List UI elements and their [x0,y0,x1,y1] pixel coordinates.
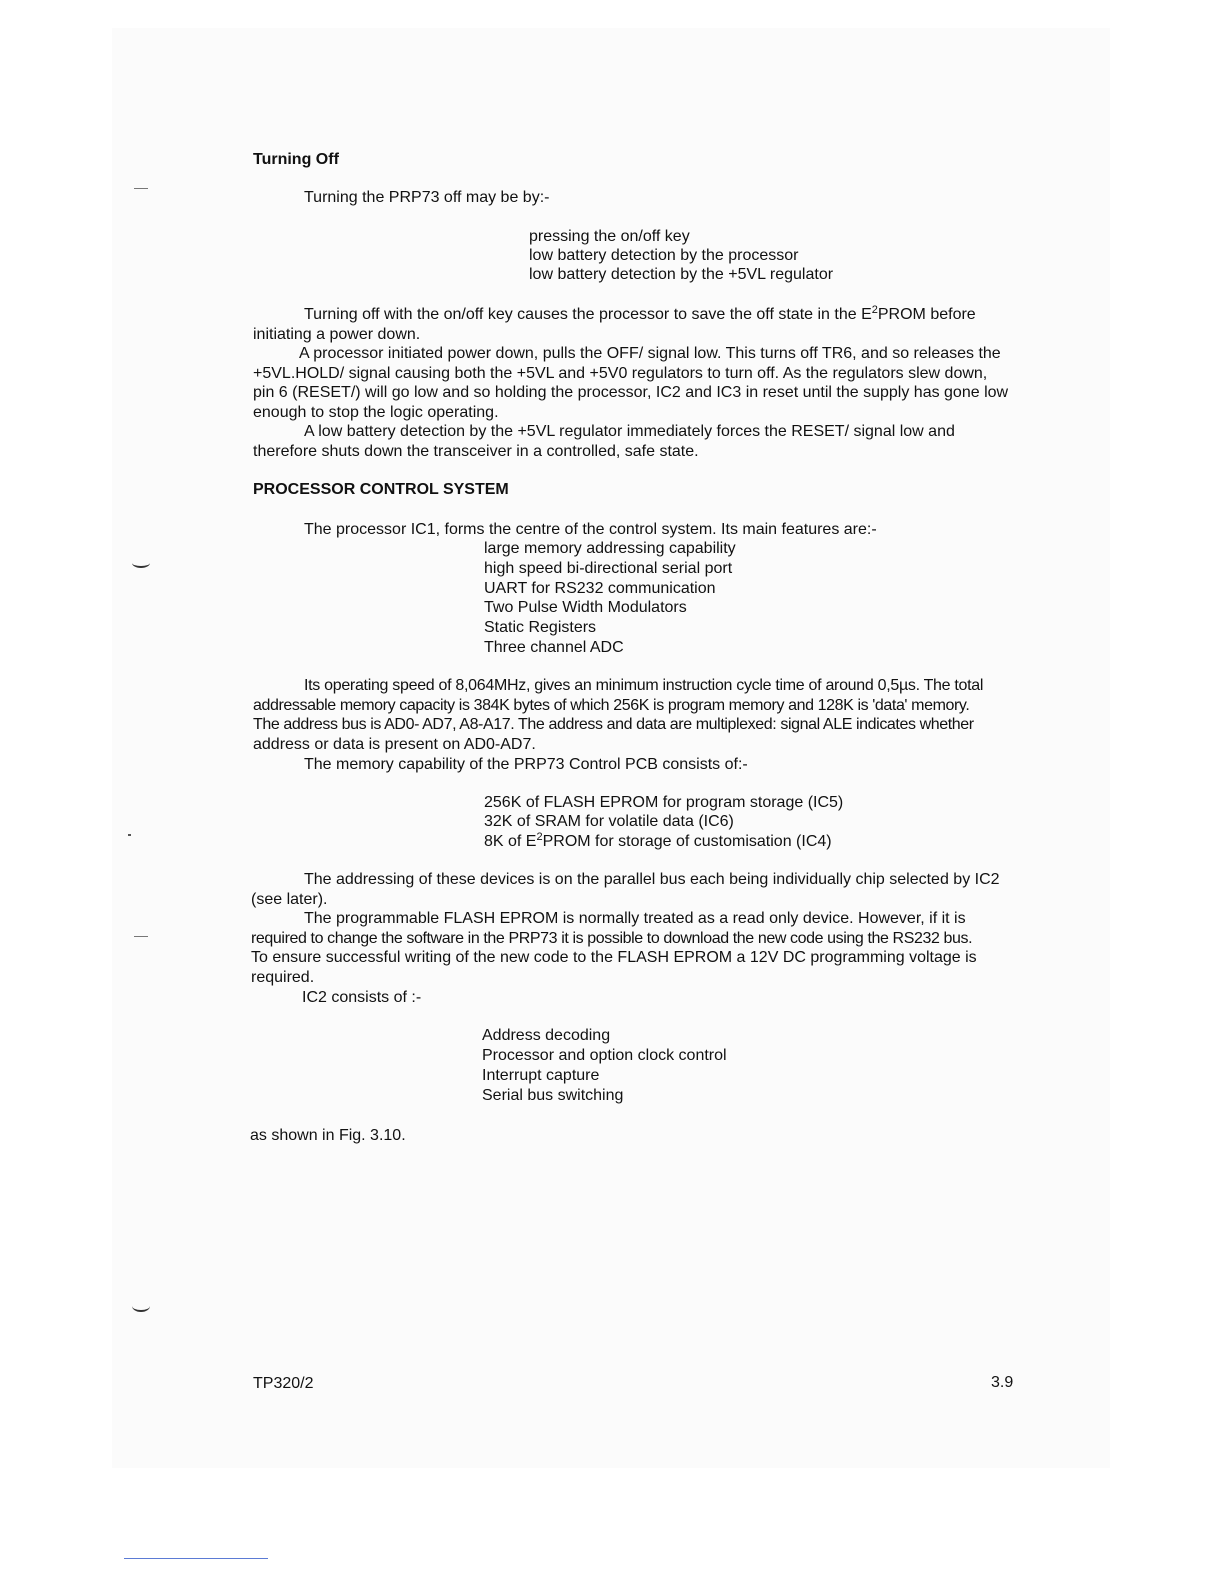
paragraph-line: To ensure successful writing of the new code to the FLASH EPROM a 12V DC programming voltage is [251,949,977,966]
paragraph-line: pin 6 (RESET/) will go low and so holding the processor, IC2 and IC3 in reset until the supply has gone low [253,384,1009,401]
text-span: 8K of E [484,833,537,850]
margin-mark [128,834,131,836]
paragraph-line: A processor initiated power down, pulls the OFF/ signal low. This turns off TR6, and so releases the [299,345,1001,362]
list-item: Serial bus switching [482,1087,624,1104]
list-item: Processor and option clock control [482,1047,727,1064]
footer-page-number: 3.9 [991,1374,1014,1391]
footer-document-code: TP320/2 [253,1375,314,1392]
paragraph-processor-intro: The processor IC1, forms the centre of the control system. Its main features are:- [304,521,877,538]
heading-turning-off: Turning Off [253,151,339,168]
margin-mark [132,558,150,568]
list-item: Two Pulse Width Modulators [484,599,687,616]
text-span: PROM before [877,306,976,323]
list-item: low battery detection by the processor [529,247,799,264]
paragraph-line: addressable memory capacity is 384K bytes of which 256K is program memory and 128K is 'data' memory. [253,697,970,714]
paragraph-line: required. [251,969,315,986]
list-item: Interrupt capture [482,1067,600,1084]
list-item: Address decoding [482,1027,611,1044]
paragraph-line: A low battery detection by the +5VL regulator immediately forces the RESET/ signal low and [304,423,955,440]
list-item: 32K of SRAM for volatile data (IC6) [484,813,734,830]
paragraph-line: The addressing of these devices is on the parallel bus each being individually chip selected by IC2 [304,871,1000,888]
paragraph-line: Its operating speed of 8,064MHz, gives an minimum instruction cycle time of around 0,5µs. The total [304,677,984,694]
list-item: Static Registers [484,619,597,636]
list-item: Three channel ADC [484,639,624,656]
paragraph-line: therefore shuts down the transceiver in a controlled, safe state. [253,443,699,460]
margin-mark [134,188,148,189]
list-item: low battery detection by the +5VL regulator [529,266,834,283]
list-item: 256K of FLASH EPROM for program storage (IC5) [484,794,844,811]
list-item: high speed bi-directional serial port [484,560,733,577]
list-item: UART for RS232 communication [484,580,716,597]
margin-mark [132,1300,150,1312]
superscript: 2 [871,304,878,316]
paragraph-line: address or data is present on AD0-AD7. [253,736,536,753]
text-span: PROM for storage of customisation (IC4) [542,833,832,850]
list-item [484,832,832,852]
paragraph-line: (see later). [251,891,328,908]
heading-processor-control-system: PROCESSOR CONTROL SYSTEM [253,481,509,498]
paragraph-line: +5VL.HOLD/ signal causing both the +5VL and +5V0 regulators to turn off. As the regulators slew down, [253,365,988,382]
paragraph-line: enough to stop the logic operating. [253,404,499,421]
paragraph-ic2-intro: IC2 consists of :- [302,989,422,1006]
text-span: Turning off with the on/off key causes the processor to save the off state in the E [304,306,872,323]
paragraph-line: The address bus is AD0- AD7, A8-A17. The address and data are multiplexed: signal ALE indicates whether [253,716,974,733]
paragraph-line: The programmable FLASH EPROM is normally treated as a read only device. However, if it is [304,910,966,927]
list-item: pressing the on/off key [529,228,690,245]
paragraph-shown: as shown in Fig. 3.10. [250,1127,406,1144]
link-underline [124,1558,268,1559]
paragraph-line: initiating a power down. [253,326,421,343]
paragraph-turning-off-intro: Turning the PRP73 off may be by:- [304,189,550,206]
margin-mark [134,936,148,937]
paragraph-memory-intro: The memory capability of the PRP73 Control PCB consists of:- [304,756,748,773]
paragraph-line: required to change the software in the PRP73 it is possible to download the new code using the RS232 bus. [251,930,973,947]
paragraph-line [304,305,976,325]
list-item: large memory addressing capability [484,540,736,557]
superscript: 2 [536,831,543,843]
